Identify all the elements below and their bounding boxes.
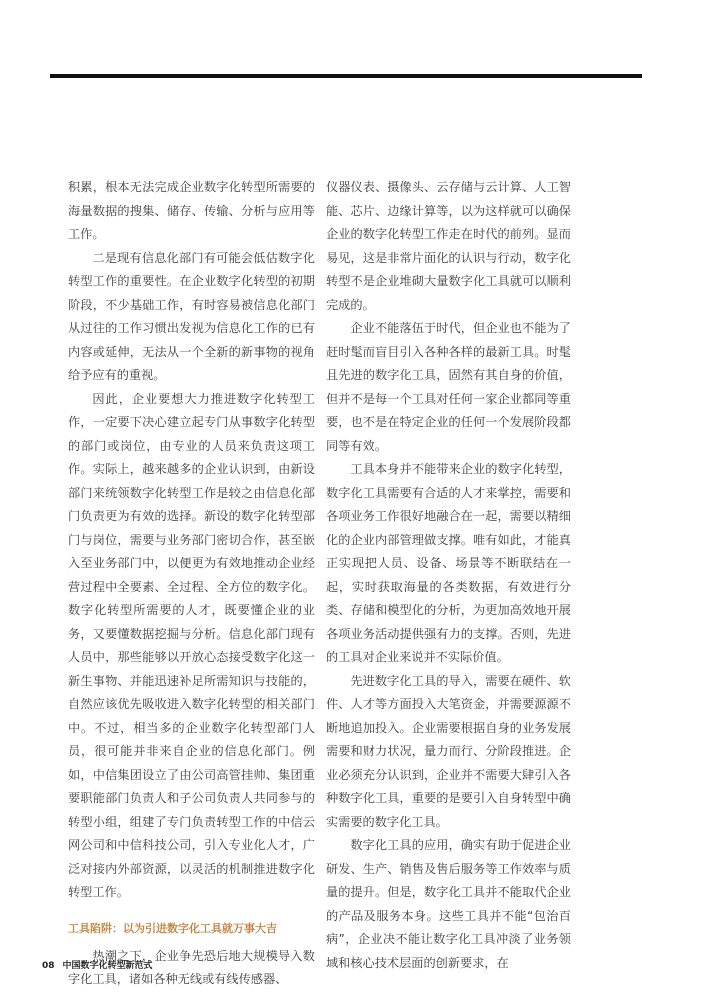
page-number: 08	[42, 961, 55, 971]
right-column	[326, 176, 571, 975]
left-paragraph-2: 二是现有信息化部门有可能会低估数字化转型工作的重要性。在企业数字化转型的初期阶段，不少基础工作，有时容易被信息化部门从过往的工作习惯出发视为信息化工作的已有内容或延伸，无法从一个全新的新事物的视角给予应有的重视。	[68, 250, 315, 382]
page-footer	[42, 958, 153, 971]
left-column	[68, 176, 315, 992]
right-paragraph-4: 先进数字化工具的导入，需要在硬件、软件、人才等方面投入大笔资金，并需要源源不断地追加投入。企业需要根据自身的业务发展需要和财力状况，量力而行、分阶段推进。企业必须充分认识到，企业并不需要大肆引入各种数字化工具，重要的是要引入自身转型中确实需要的数字化工具。	[326, 673, 571, 829]
right-paragraph-3: 工具本身并不能带来企业的数字化转型，数字化工具需要有合适的人才来掌控，需要和各项业务工作很好地融合在一起，需要以精细化的企业内部管理做支撑。唯有如此，才能真正实现把人员、设备、场景等不断联结在一起，实时获取海量的各类数据，有效进行分类、存储和模型化的分析，为更加高效地开展各项业务活动提供强有力的支撑。否则，先进的工具对企业来说并不实际价值。	[326, 462, 571, 664]
right-paragraph-5: 数字化工具的应用，确实有助于促进企业研发、生产、销售及售后服务等工作效率与质量的提升。但是，数字化工具并不能取代企业的产品及服务本身。这些工具并不能“包治百病”，企业决不能让数字化工具冲淡了业务领域和核心技术层面的创新要求，在	[326, 838, 571, 970]
right-paragraph-1: 仪器仪表、摄像头、云存储与云计算、人工智能、芯片、边缘计算等，以为这样就可以确保企业的数字化转型工作走在时代的前列。显而易见，这是非常片面化的认识与行动，数字化转型不是企业堆砌大量数字化工具就可以顺利完成的。	[326, 180, 571, 312]
publication-title: 中国数字化转型新范式	[62, 961, 153, 971]
section-heading: 工具陷阱：以为引进数字化工具就万事大吉	[68, 921, 277, 935]
top-rule	[50, 74, 642, 78]
left-paragraph-4: 热潮之下，企业争先恐后地大规模导入数字化工具，诸如各种无线或有线传感器、	[68, 948, 315, 986]
left-paragraph-3: 因此，企业要想大力推进数字化转型工作，一定要下决心建立起专门从事数字化转型的部门或岗位，由专业的人员来负责这项工作。实际上，越来越多的企业认识到，由新设部门来统领数字化转型工作是较之由信息化部门负责更为有效的选择。新设的数字化转型部门与岗位，需要与业务部门密切合作，甚至嵌入至业务部门中，以便更为有效地推动企业经营过程中全要素、全过程、全方位的数字化。数字化转型所需要的人才，既要懂企业的业务，又要懂数据挖掘与分析。信息化部门现有人员中，那些能够以开放心态接受数字化这一新生事物、并能迅速补足所需知识与技能的，自然应该优先吸收进入数字化转型的相关部门中。不过，相当多的企业数字化转型部门人员，很可能并非来自企业的信息化部门。例如，中信集团设立了由公司高管挂帅、集团重要职能部门负责人和子公司负责人共同参与的转型小组，组建了专门负责转型工作的中信云网公司和中信科技公司，引入专业化人才，广泛对接内外部资源，以灵活的机制推进数字化转型工作。	[68, 391, 315, 899]
left-paragraph-1: 积累，根本无法完成企业数字化转型所需要的海量数据的搜集、储存、传输、分析与应用等工作。	[68, 180, 315, 241]
right-paragraph-2: 企业不能落伍于时代，但企业也不能为了赶时髦而盲目引入各种各样的最新工具。时髦且先进的数字化工具，固然有其自身的价值，但并不是每一个工具对任何一家企业都同等重要，也不是在特定企业的任何一个发展阶段都同等有效。	[326, 321, 571, 453]
